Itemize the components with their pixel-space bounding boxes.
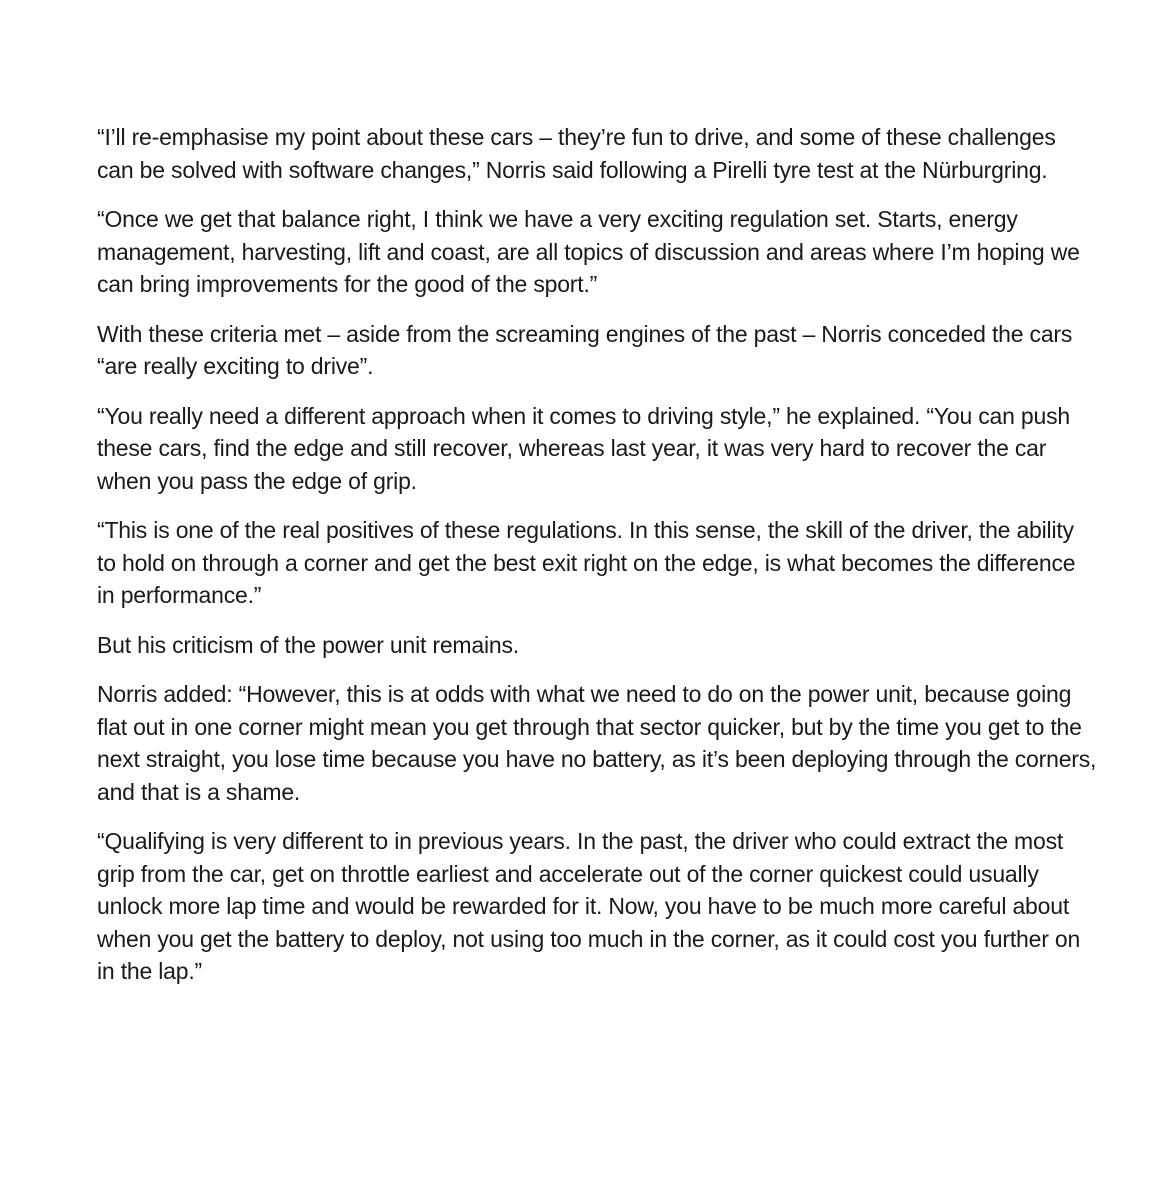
paragraph: With these criteria met – aside from the screaming engines of the past – Norris conceded the cars “are really exciting to drive”. bbox=[97, 320, 1073, 379]
article-body bbox=[97, 121, 1097, 1005]
paragraph: Norris added: “However, this is at odds with what we need to do on the power unit, because going flat out in one corner might mean you get through that sector quicker, but by the time you get to the next straight, you lose time because you have no battery, as it’s been deploying through the corners, and that is a shame. bbox=[97, 681, 1097, 805]
paragraph: “Qualifying is very different to in previous years. In the past, the driver who could extract the most grip from the car, get on throttle earliest and accelerate out of the corner quickest could usually unlock more lap time and would be rewarded for it. Now, you have to be much more careful about when you get the battery to deploy, not using too much in the corner, as it could cost you further on in the lap.” bbox=[97, 828, 1081, 984]
paragraph: “This is one of the real positives of these regulations. In this sense, the skill of the driver, the ability to hold on through a corner and get the best exit right on the edge, is what becomes the difference in performance.” bbox=[97, 517, 1076, 608]
paragraph: “Once we get that balance right, I think we have a very exciting regulation set. Starts, energy management, harvesting, lift and coast, are all topics of discussion and areas where I’m hoping we can bring improvements for the good of the sport.” bbox=[97, 206, 1080, 297]
paragraph: “You really need a different approach when it comes to driving style,” he explained. “You can push these cars, find the edge and still recover, whereas last year, it was very hard to recover the car when you pass the edge of grip. bbox=[97, 402, 1071, 494]
paragraph: But his criticism of the power unit remains. bbox=[97, 631, 519, 658]
paragraph: “I’ll re-emphasise my point about these cars – they’re fun to drive, and some of these challenges can be solved with software changes,” Norris said following a Pirelli tyre test at the Nürburgring. bbox=[97, 124, 1056, 183]
